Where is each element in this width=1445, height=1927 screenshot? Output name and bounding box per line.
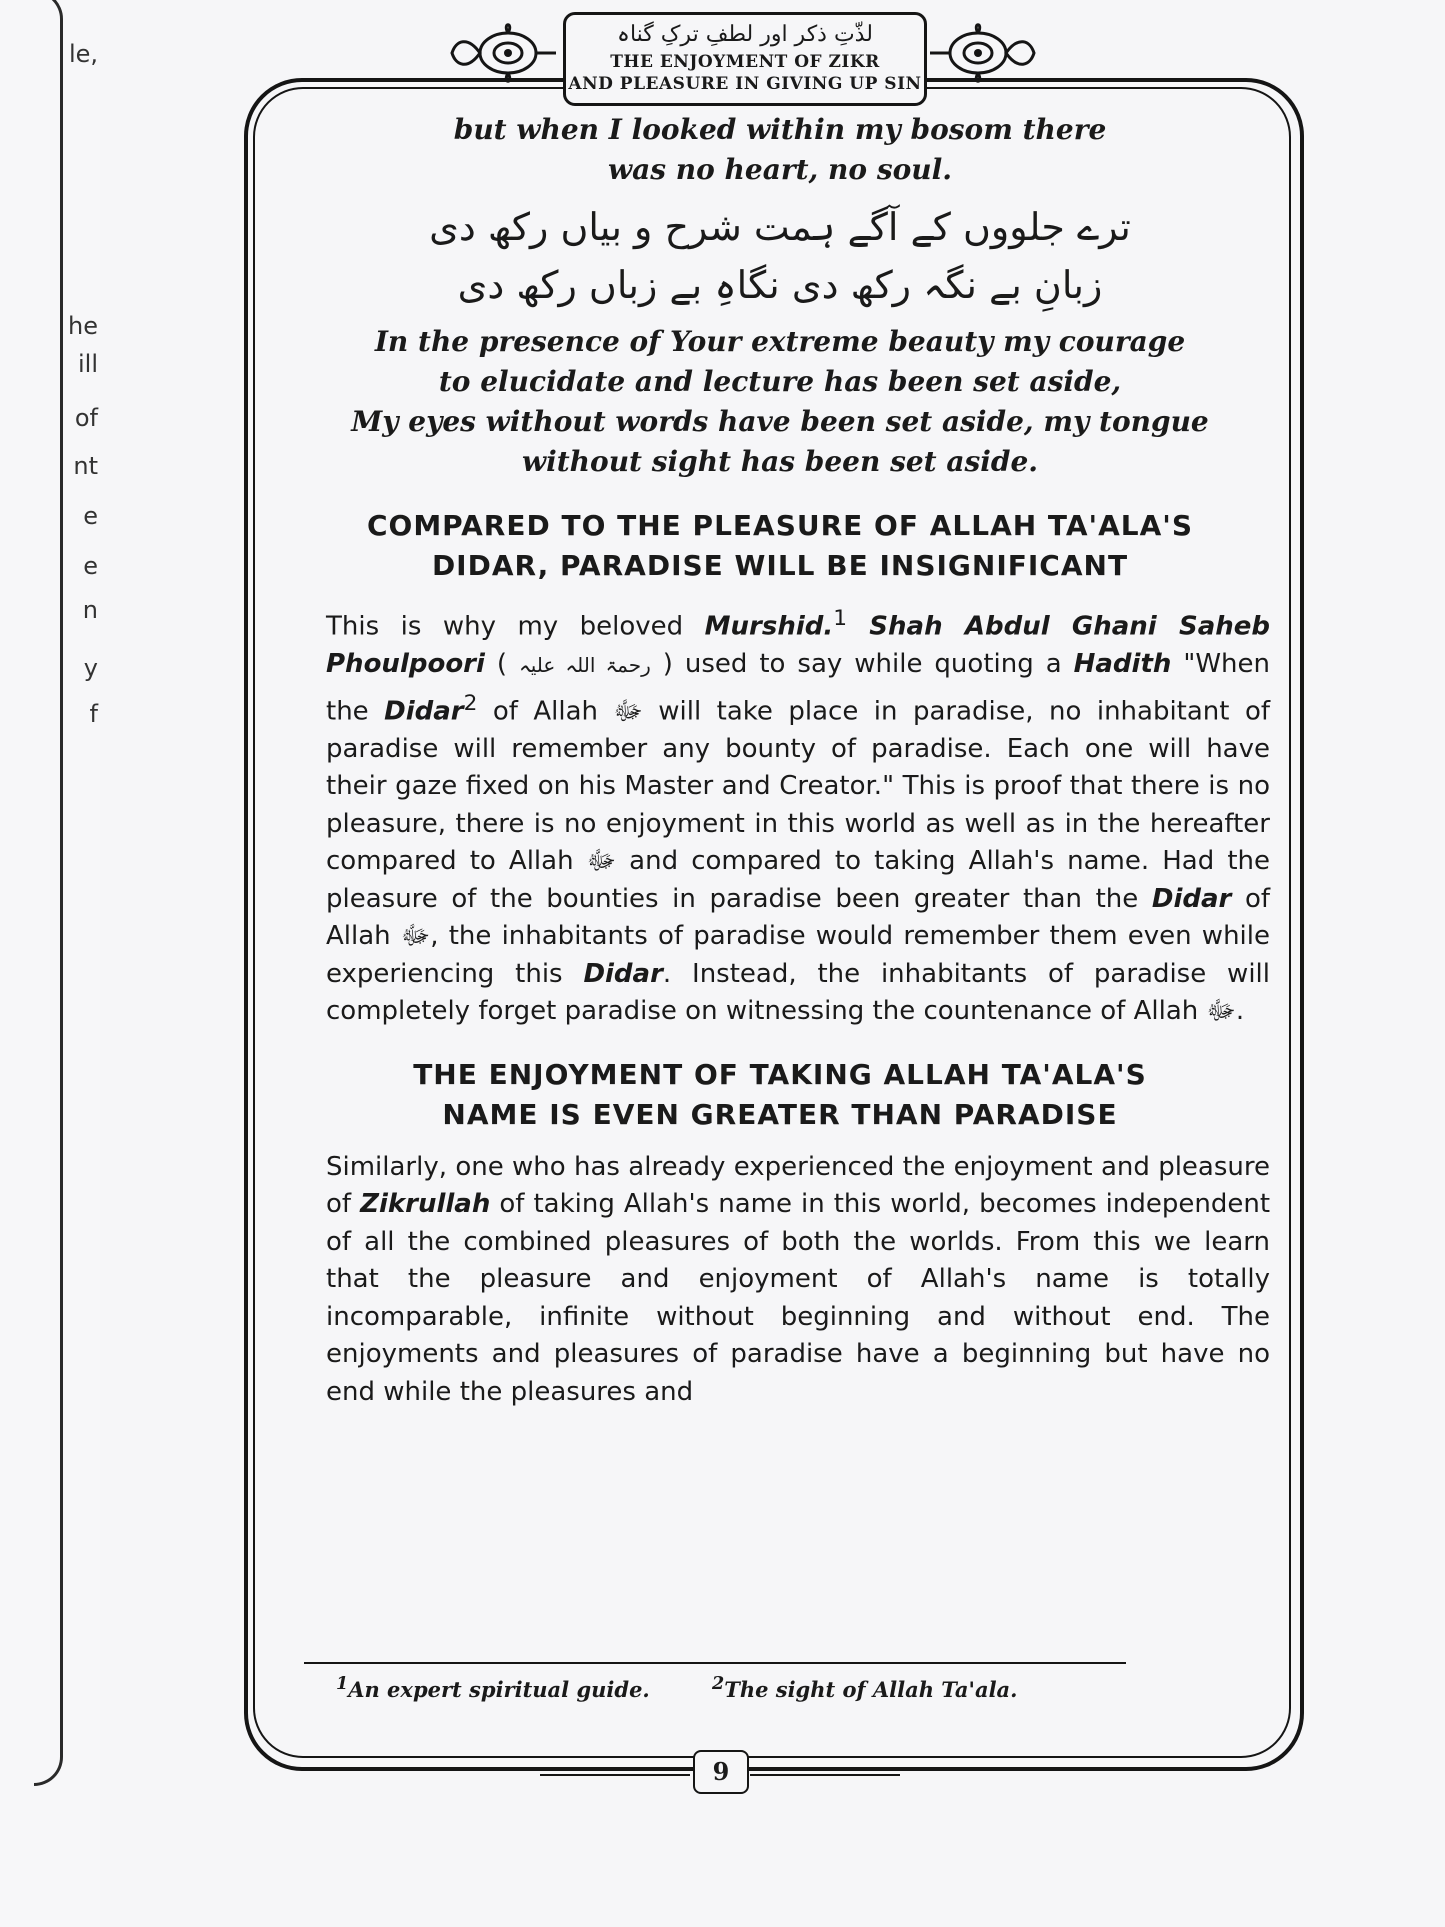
translation-line-1: In the presence of Your extreme beauty my courage [374,325,1186,358]
section-2-heading-line-1: THE ENJOYMENT OF TAKING ALLAH TA'ALA'S [413,1057,1147,1091]
footnote-2-text: The sight of Allah Ta'ala. [724,1677,1018,1702]
left-floral-ornament-icon [448,16,558,90]
left-page-fragment: nt [73,452,98,480]
header-urdu-title: لذّتِ ذکر اور لطفِ ترکِ گناہ [617,22,873,47]
term-murshid: Murshid. [704,611,834,642]
text-run: , the inhabitants of paradise would remember them even while experiencing this [326,921,1270,989]
left-page-fragment: of [74,404,98,432]
term-hadith: Hadith [1073,649,1172,680]
text-run: of taking Allah's name in this world, becomes independent of all the combined pleasures of both the worlds. From this we learn that the pleasure and enjoyment of Allah's name is totally incomparable, infinite without beginning and without end. The enjoyments and pleasures of paradise have a beginning but have no end while the pleasures and [326,1189,1271,1407]
text-run: ) used to say while quoting a [650,649,1074,680]
translation-line-3: My eyes without words have been set aside, my tongue [351,405,1209,438]
poem-translation [280,322,1280,482]
text-run: This is why my beloved [326,611,705,642]
poem-line-1: but when I looked within my bosom there [453,113,1107,146]
footnote-2-number: 2 [712,1674,725,1694]
left-page-border [34,0,63,1786]
poem-english-intro [280,110,1280,190]
term-didar: Didar [583,958,663,989]
right-floral-ornament-icon [928,16,1038,90]
text-run: will take place in paradise, no inhabitant of paradise will remember any bounty of paradise. Each one will have their gaze fixed on his Master and Creator." This is proof that there is no pleasure, there is no enjoyment in this world as well as in the hereafter compared to Allah [326,696,1270,877]
jalla-jalaluhu-glyph: ﷻ [1206,996,1236,1027]
footnote-2 [712,1674,1017,1702]
left-page-fragment: f [89,700,98,728]
text-run: and compared to taking Allah's name. Had the pleasure of the bounties in paradise been greater than the [326,846,1271,914]
page-number-rule-right [750,1768,900,1776]
page-number: 9 [693,1750,749,1794]
footnote-1-text: An expert spiritual guide. [348,1677,650,1702]
footnote-divider [304,1662,1126,1664]
left-page-fragment: e [83,502,98,530]
left-page-fragment: n [82,596,98,624]
section-1-heading-line-2: DIDAR, PARADISE WILL BE INSIGNIFICANT [431,549,1129,582]
header-english-line-2: AND PLEASURE IN GIVING UP SIN [568,74,922,94]
translation-line-4: without sight has been set aside. [521,445,1039,478]
page-number-rule-left [540,1768,690,1776]
urdu-verse-line-2: زبانِ بے نگہ رکھ دی نگاہِ بے زباں رکھ دی [457,263,1103,307]
section-2-heading-line-2: NAME IS EVEN GREATER THAN PARADISE [442,1097,1118,1131]
term-zikrullah: Zikrullah [360,1189,491,1220]
text-run: "When the [326,649,1270,727]
jalla-jalaluhu-glyph: ﷻ [586,846,617,877]
section-1-heading-line-1: COMPARED TO THE PLEASURE OF ALLAH TA'ALA'S [366,509,1194,542]
translation-line-2: to elucidate and lecture has been set aside, [438,365,1122,398]
section-2-heading [280,1055,1280,1135]
section-1-paragraph [280,600,1280,1031]
chapter-header [563,12,927,106]
text-run: of Allah [477,696,614,727]
footnotes [336,1674,1136,1702]
text-run: ( [484,649,520,680]
header-english-line-1: THE ENJOYMENT OF ZIKR [610,52,880,72]
text-run: . [1235,996,1245,1027]
jalla-jalaluhu-glyph: ﷻ [400,921,431,952]
jalla-jalaluhu-glyph: ﷻ [613,696,643,727]
footnote-ref-1: 1 [833,606,848,631]
section-1-heading [280,506,1280,586]
honorific-arabic: رحمۃ اللہ علیہ [519,653,651,678]
urdu-verse-line-1: ترے جلووں کے آگے ہمت شرح و بیاں رکھ دی [429,205,1131,249]
text-run: Similarly, one who has already experienced the enjoyment and pleasure of [326,1151,1270,1220]
left-page-fragment: y [83,654,98,682]
footnote-1-number: 1 [336,1674,349,1694]
left-page-fragment: e [83,552,98,580]
text-run: . Instead, the inhabitants of paradise will completely forget paradise on witnessing the countenance of Allah [326,958,1270,1027]
term-didar: Didar [384,696,464,727]
urdu-verse [280,198,1280,314]
book-page [100,0,1445,1927]
name-shah-abdul-ghani: Shah Abdul Ghani Saheb Phoulpoori [326,611,1270,680]
left-page-fragment: ill [77,350,98,378]
footnote-1 [336,1674,650,1702]
text-run: of Allah [326,883,1271,952]
term-didar: Didar [1151,883,1232,914]
section-2-paragraph [280,1149,1280,1412]
page-content [280,110,1280,1411]
footnote-ref-2: 2 [463,690,478,716]
left-page-fragment: he [68,312,98,340]
left-page-fragment: le, [68,40,98,68]
poem-line-2: was no heart, no soul. [608,153,952,186]
left-facing-page [0,0,102,1927]
